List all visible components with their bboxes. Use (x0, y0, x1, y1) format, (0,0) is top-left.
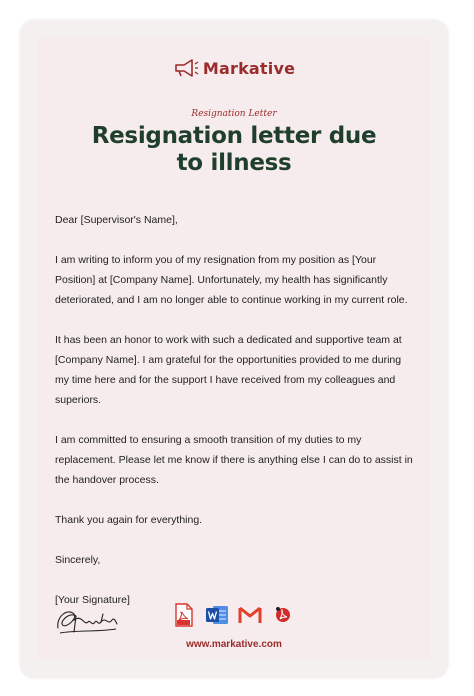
letter-body (55, 210, 413, 630)
title-line-1: Resignation letter due (91, 123, 377, 149)
paragraph-3: I am committed to ensuring a smooth transition of my duties to my replacement. Please let me know if there is anything else I can do to assist in the handover process. (55, 434, 413, 486)
salutation: Dear [Supervisor's Name], (55, 214, 178, 226)
handwritten-signature (54, 602, 120, 638)
document-type-label: Resignation Letter (191, 109, 277, 119)
page-title (38, 123, 430, 177)
paragraph-4: Thank you again for everything. (55, 514, 203, 526)
pdf-icon[interactable] (171, 603, 196, 627)
letter-card (38, 38, 430, 660)
adobe-icon[interactable] (270, 603, 295, 627)
megaphone-icon (173, 58, 199, 78)
closing: Sincerely, (55, 554, 101, 566)
signature-placeholder: [Your Signature] (55, 594, 130, 606)
gmail-icon[interactable] (237, 603, 262, 627)
word-icon[interactable] (204, 603, 229, 627)
paragraph-1: I am writing to inform you of my resignation from my position as [Your Position] at [Company Name]. Unfortunately, my health has significantly deteriorated, and I am no longer able to continue working in my current role. (55, 254, 408, 306)
title-line-2: to illness (176, 150, 292, 176)
brand-name: Markative (202, 58, 296, 78)
website-link[interactable]: www.markative.com (186, 639, 282, 650)
paragraph-2: It has been an honor to work with such a dedicated and supportive team at [Company Name]. I am grateful for the opportunities provided to me during my time here and for the support I have received from my colleagues and superiors. (55, 334, 402, 406)
brand-logo[interactable] (38, 58, 430, 78)
download-options (171, 603, 295, 627)
